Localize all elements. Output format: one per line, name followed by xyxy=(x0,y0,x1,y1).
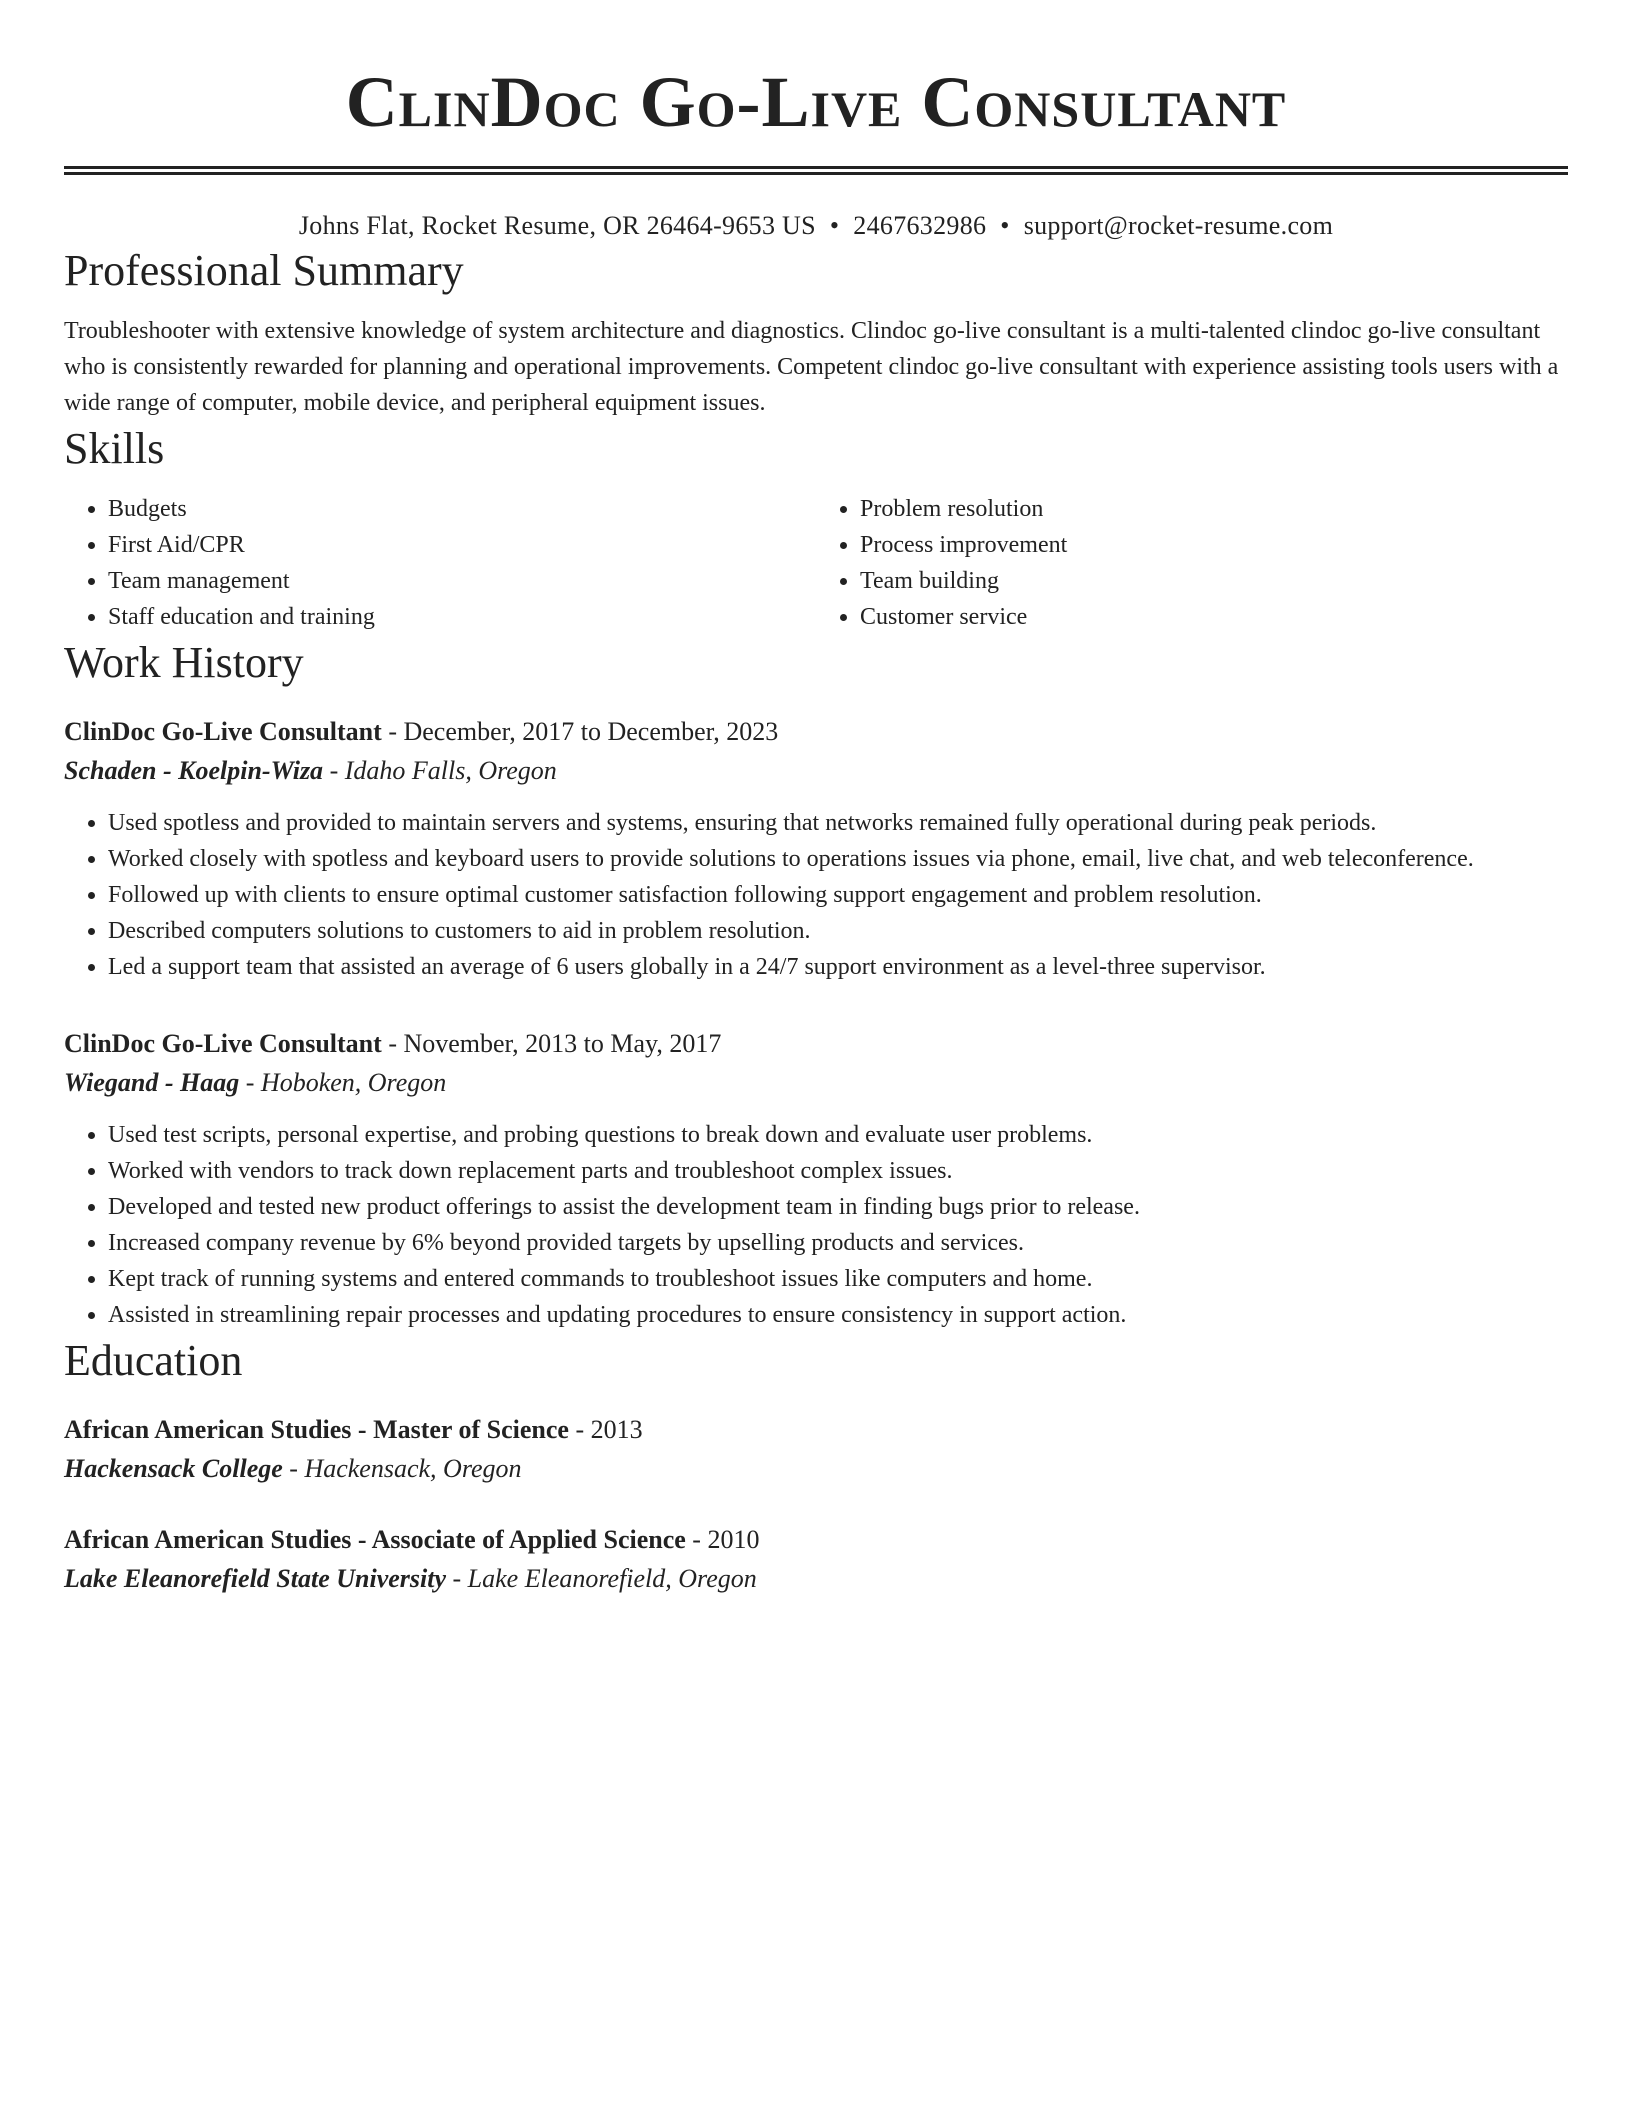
school-location: - Lake Eleanorefield, Oregon xyxy=(446,1564,757,1593)
job-company: Schaden - Koelpin-Wiza xyxy=(64,756,324,785)
skill-item: • Staff education and training xyxy=(108,599,816,635)
skill-item: • Budgets xyxy=(108,491,816,527)
skills-list xyxy=(64,491,1568,635)
summary-text: Troubleshooter with extensive knowledge of system architecture and diagnostics. Clindoc go-live consultant is a multi-talented clindoc go-live consultant who is consistently rewarded for planning and operational improvements. Competent clindoc go-live consultant with experience assisting tools users with a wide range of computer, mobile device, and peripheral equipment issues. xyxy=(64,318,1559,416)
job-duty: • Increased company revenue by 6% beyond provided targets by upselling products and services. xyxy=(108,1225,1568,1261)
school-name: Hackensack College xyxy=(64,1454,283,1483)
job-dates: - December, 2017 to December, 2023 xyxy=(381,717,779,746)
job-title-line xyxy=(64,713,1568,751)
contact-address: Johns Flat, Rocket Resume, OR 26464-9653 US xyxy=(298,211,816,240)
resume-title: ClinDoc Go-Live Consultant xyxy=(345,62,1287,142)
job-duty: • Assisted in streamlining repair processes and updating procedures to ensure consistency in support action. xyxy=(108,1297,1568,1333)
bullet-separator: • xyxy=(829,211,840,240)
job-duties-list xyxy=(64,805,1568,985)
degree-line xyxy=(64,1521,1568,1559)
school-line xyxy=(64,1559,1568,1599)
education-entry xyxy=(64,1411,1568,1489)
job-company: Wiegand - Haag xyxy=(64,1068,240,1097)
degree-name: African American Studies - Associate of Applied Science xyxy=(64,1525,686,1554)
skills-heading: Skills xyxy=(64,424,165,473)
school-name: Lake Eleanorefield State University xyxy=(64,1564,447,1593)
degree-year: - 2010 xyxy=(685,1525,760,1554)
job-company-line xyxy=(64,1063,1568,1103)
job-duty: • Worked closely with spotless and keyboard users to provide solutions to operations issues via phone, email, live chat, and web teleconference. xyxy=(108,841,1568,877)
job-duty: • Led a support team that assisted an average of 6 users globally in a 24/7 support environment as a level-three supervisor. xyxy=(108,949,1568,985)
degree-name: African American Studies - Master of Science xyxy=(64,1415,569,1444)
skill-item: • Team building xyxy=(860,563,1568,599)
job-duty: • Kept track of running systems and entered commands to troubleshoot issues like computers and home. xyxy=(108,1261,1568,1297)
summary-heading: Professional Summary xyxy=(64,246,464,295)
degree-year: - 2013 xyxy=(568,1415,643,1444)
contact-line xyxy=(64,209,1568,243)
job-title-line xyxy=(64,1025,1568,1063)
skill-item: • First Aid/CPR xyxy=(108,527,816,563)
job-location: - Idaho Falls, Oregon xyxy=(323,756,557,785)
skills-column-right xyxy=(816,491,1568,635)
job-duty: • Followed up with clients to ensure optimal customer satisfaction following support engagement and problem resolution. xyxy=(108,877,1568,913)
title-divider xyxy=(64,166,1568,175)
bullet-separator: • xyxy=(1000,211,1010,240)
job-title: ClinDoc Go-Live Consultant xyxy=(64,1029,382,1058)
job-duty: • Used test scripts, personal expertise, and probing questions to break down and evaluate user problems. xyxy=(108,1117,1568,1153)
contact-email: support@rocket-resume.com xyxy=(1023,211,1334,240)
job-entry xyxy=(64,713,1568,985)
job-duty: • Developed and tested new product offerings to assist the development team in finding bugs prior to release. xyxy=(108,1189,1568,1225)
skill-item: • Team management xyxy=(108,563,816,599)
skill-item: • Customer service xyxy=(860,599,1568,635)
job-duty: • Used spotless and provided to maintain servers and systems, ensuring that networks remained fully operational during peak periods. xyxy=(108,805,1568,841)
degree-line xyxy=(64,1411,1568,1449)
job-location: - Hoboken, Oregon xyxy=(239,1068,447,1097)
job-company-line xyxy=(64,751,1568,791)
job-dates: - November, 2013 to May, 2017 xyxy=(381,1029,722,1058)
job-duties-list xyxy=(64,1117,1568,1333)
job-entry xyxy=(64,1025,1568,1333)
work-history-heading: Work History xyxy=(64,638,304,687)
contact-phone: 2467632986 xyxy=(853,211,987,240)
skill-item: • Problem resolution xyxy=(860,491,1568,527)
job-duty: • Worked with vendors to track down replacement parts and troubleshoot complex issues. xyxy=(108,1153,1568,1189)
skills-column-left xyxy=(64,491,816,635)
skill-item: • Process improvement xyxy=(860,527,1568,563)
school-line xyxy=(64,1449,1568,1489)
job-title: ClinDoc Go-Live Consultant xyxy=(64,717,382,746)
education-heading: Education xyxy=(64,1336,243,1385)
job-duty: • Described computers solutions to customers to aid in problem resolution. xyxy=(108,913,1568,949)
school-location: - Hackensack, Oregon xyxy=(282,1454,522,1483)
education-entry xyxy=(64,1521,1568,1599)
